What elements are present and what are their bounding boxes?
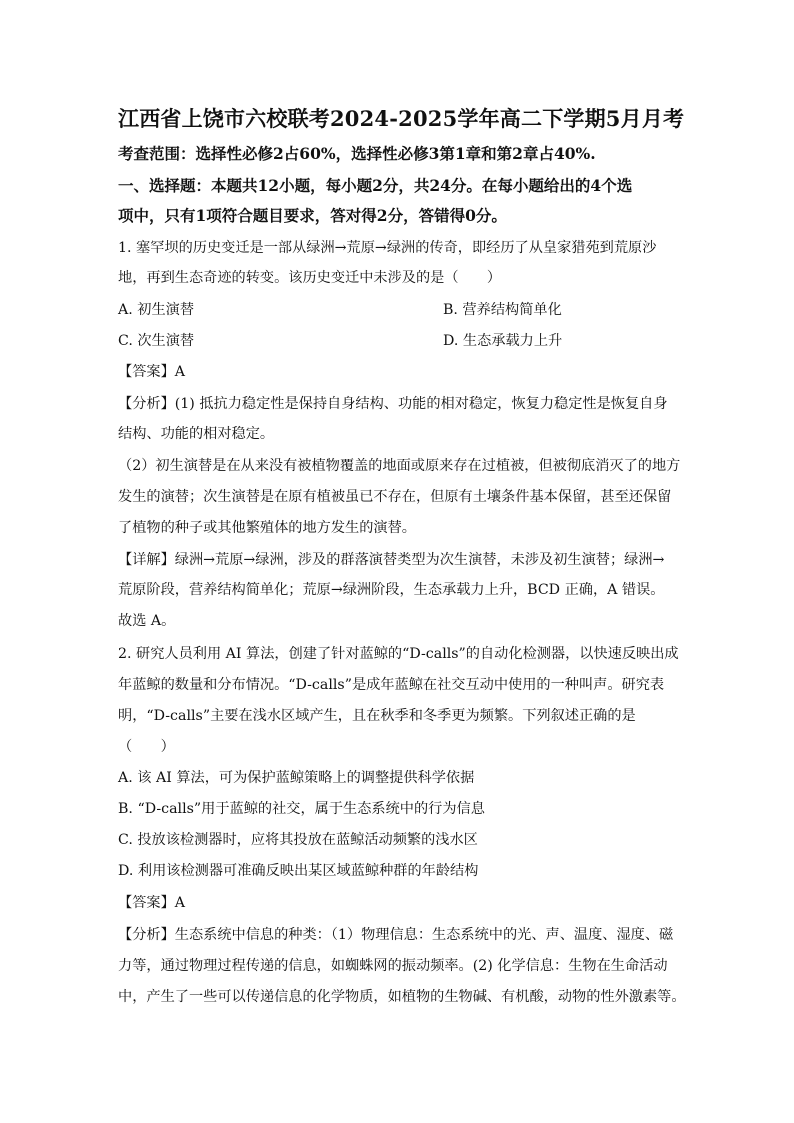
q1-analysis-line: （2）初生演替是在从来没有被植物覆盖的地面或原来存在过植被，但被彻底消灭了的地方 [118, 458, 681, 474]
q1-option-d: D. 生态承载力上升 [443, 333, 563, 349]
q1-detail-line: 荒原阶段，营养结构简单化；荒原→绿洲阶段，生态承载力上升，BCD 正确，A 错误。 [118, 582, 665, 598]
q2-option-d: D. 利用该检测器可准确反映出某区域蓝鲸种群的年龄结构 [118, 863, 479, 879]
q2-stem-line: 年蓝鲸的数量和分布情况。“D-calls”是成年蓝鲸在社交互动中使用的一种叫声。研究表 [118, 677, 665, 693]
q2-stem-line: 明，“D-calls”主要在浅水区域产生，且在秋季和冬季更为频繁。下列叙述正确的是 [118, 708, 636, 724]
q1-analysis-line: 了植物的种子或其他繁殖体的地方发生的演替。 [118, 520, 416, 536]
q1-analysis-line: 结构、功能的相对稳定。 [118, 426, 275, 442]
q2-stem-line: 2. 研究人员利用 AI 算法，创建了针对蓝鲸的“D-calls”的自动化检测器，以快速反映出成 [118, 646, 679, 662]
q1-detail-line: 【详解】绿洲→荒原→绿洲，涉及的群落演替类型为次生演替，未涉及初生演替；绿洲→ [118, 552, 665, 568]
q1-option-b: B. 营养结构简单化 [443, 302, 562, 318]
q2-option-b: B. “D-calls”用于蓝鲸的社交，属于生态系统中的行为信息 [118, 801, 485, 817]
q1-stem-line-2: 地，再到生态奇迹的转变。该历史变迁中未涉及的是（ ） [118, 270, 502, 286]
exam-scope: 考查范围：选择性必修2占60%，选择性必修3第1章和第2章占40%. [118, 144, 596, 163]
q2-analysis-line: 【分析】生态系统中信息的种类：（1）物理信息：生态系统中的光、声、温度、湿度、磁 [118, 927, 674, 943]
page-title: 江西省上饶市六校联考2024-2025学年高二下学期5月月考 [118, 106, 685, 131]
q1-detail-line: 故选 A。 [118, 613, 176, 629]
section-heading-line-2: 项中，只有1项符合题目要求，答对得2分，答错得0分。 [118, 206, 507, 225]
q1-analysis-line: 发生的演替；次生演替是在原有植被虽已不存在，但原有土壤条件基本保留，甚至还保留 [118, 489, 672, 505]
q2-analysis-line: 中，产生了一些可以传递信息的化学物质，如植物的生物碱、有机酸，动物的性外激素等。 [118, 989, 686, 1005]
section-heading-line-1: 一、选择题：本题共12小题，每小题2分，共24分。在每小题给出的4个选 [118, 176, 633, 195]
q2-analysis-line: 力等，通过物理过程传递的信息，如蜘蛛网的振动频率。(2) 化学信息：生物在生命活动 [118, 958, 668, 974]
q2-stem-line: （ ） [118, 739, 175, 755]
q2-option-a: A. 该 AI 算法，可为保护蓝鲸策略上的调整提供科学依据 [118, 770, 475, 786]
q1-analysis-line: 【分析】(1) 抵抗力稳定性是保持自身结构、功能的相对稳定，恢复力稳定性是恢复自身 [118, 396, 668, 412]
q1-answer: 【答案】A [118, 364, 185, 380]
q2-option-c: C. 投放该检测器时，应将其投放在蓝鲸活动频繁的浅水区 [118, 832, 478, 848]
q1-stem-line-1: 1. 塞罕坝的历史变迁是一部从绿洲→荒原→绿洲的传奇，即经历了从皇家猎苑到荒原沙 [118, 240, 657, 256]
q2-answer: 【答案】A [118, 895, 185, 911]
q1-option-c: C. 次生演替 [118, 333, 195, 349]
q1-option-a: A. 初生演替 [118, 302, 195, 318]
